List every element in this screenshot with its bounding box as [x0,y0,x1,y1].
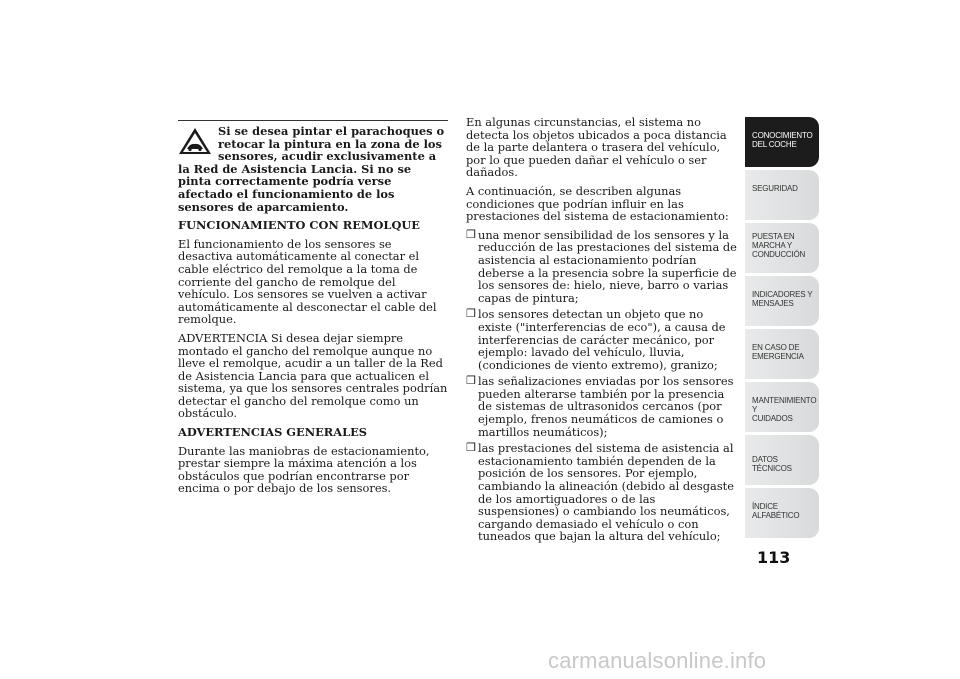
heading-general-warnings: ADVERTENCIAS GENERALES [178,425,368,440]
warning-rule [178,120,448,121]
checkbox-bullet-icon: ❒ [466,307,476,321]
tab-label-line: DEL COCHE [752,140,797,149]
tab-label-line: MENSAJES [752,299,794,308]
right-column [466,116,740,547]
tab-datos-tecnicos[interactable] [745,435,819,485]
list-item [466,442,740,543]
list-item [466,229,740,305]
chapter-sidebar [745,117,819,541]
paragraph-advertencia: ADVERTENCIA Si desea dejar siempre montado el gancho del remolque aunque no lleve el remolque, acudir a un taller de la Red de Asistencia Lancia para que actualicen el sistema, ya que los sensores centrales podrían detectar el gancho del remolque como un obstáculo. [178,330,448,421]
warning-triangle-icon [178,127,212,155]
list-item-text: los sensores detectan un objeto que no existe ("interferencias de eco"), a causa de interferencias de carácter mecánico, por ejemplo: lavado del vehículo, lluvia, (condiciones de viento extremo), granizo; [478,307,726,372]
tab-indice[interactable] [745,488,819,538]
tab-label-line: CUIDADOS [752,414,793,423]
tab-label-line: SEGURIDAD [752,184,798,193]
heading-trailer: FUNCIONAMIENTO CON REMOLQUE [178,218,420,233]
list-item [466,308,740,371]
left-column [178,120,448,501]
tab-conocimiento-del-coche[interactable] [745,117,819,167]
watermark: carmanualsonline.info [548,648,767,673]
list-item-text: las señalizaciones enviadas por los sensores pueden alterarse también por la presencia de sistemas de ultrasonidos cercanos (por ejemplo, frenos neumáticos de camiones o martillos neumáticos); [478,374,734,439]
paragraph-detection: En algunas circunstancias, el sistema no detecta los objetos ubicados a poca distancia de la parte delantera o trasera del vehículo, por lo que pueden dañar el vehículo o ser dañados. [466,115,727,180]
tab-label-line: ALFABÉTICO [752,511,800,520]
tab-label-line: EMERGENCIA [752,352,804,361]
warning-box [178,125,448,213]
list-item-text: una menor sensibilidad de los sensores y la reducción de las prestaciones del sistema de asistencia al estacionamiento podrían deberse a la presencia sobre la superficie de los sensores de: hielo, nieve, barro o varias capas de pintura; [478,227,737,305]
checkbox-bullet-icon: ❒ [466,374,476,388]
tab-label-line: EN CASO DE [752,343,800,352]
tab-label-line: MARCHA Y [752,241,793,250]
tab-mantenimiento[interactable] [745,382,819,432]
tab-label-line: CONOCIMIENTO [752,131,813,140]
tab-label-line: INDICADORES Y [752,290,813,299]
tab-indicadores[interactable] [745,276,819,326]
tab-label-line: DATOS TÉCNICOS [752,455,792,473]
tab-emergencia[interactable] [745,329,819,379]
tab-puesta-en-marcha[interactable] [745,223,819,273]
list-item [466,375,740,438]
tab-seguridad[interactable] [745,170,819,220]
list-item-text: las prestaciones del sistema de asistencia al estacionamiento también dependen de la posición de los sensores. Por ejemplo, cambiando la alineación (debido al desgaste de los amortiguadores o de las suspensiones) o cambiando los neumáticos, cargando demasiado el vehículo o con tuneados que bajan la altura del vehículo; [478,441,735,544]
paragraph-general: Durante las maniobras de estacionamiento, prestar siempre la máxima atención a los obstáculos que podrían encontrarse por encima o por debajo de los sensores. [178,443,430,496]
paragraph-conditions: A continuación, se describen algunas condiciones que podrían influir en las prestaciones del sistema de estacionamiento: [466,183,729,224]
tab-label-line: CONDUCCIÓN [752,250,806,259]
page-number: 113 [757,548,791,567]
tab-label-line: ÍNDICE [752,502,778,511]
warning-text: Si se desea pintar el parachoques o retocar la pintura en la zona de los sensores, acudir exclusivamente a la Red de Asistencia Lancia. Si no se pinta correctamente podría verse afectado el funcionamiento de los sensores de aparcamiento. [178,124,445,214]
tab-label-line: MANTENIMIENTO Y [752,396,817,414]
checkbox-bullet-icon: ❒ [466,227,476,241]
checkbox-bullet-icon: ❒ [466,441,476,455]
tab-label-line: PUESTA EN [752,232,795,241]
paragraph-trailer: El funcionamiento de los sensores se desactiva automáticamente al conectar el cable eléctrico del remolque a la toma de corriente del gancho de remolque del vehículo. Los sensores se vuelven a activar automáticamente al desconectar el cable del remolque. [178,236,437,327]
